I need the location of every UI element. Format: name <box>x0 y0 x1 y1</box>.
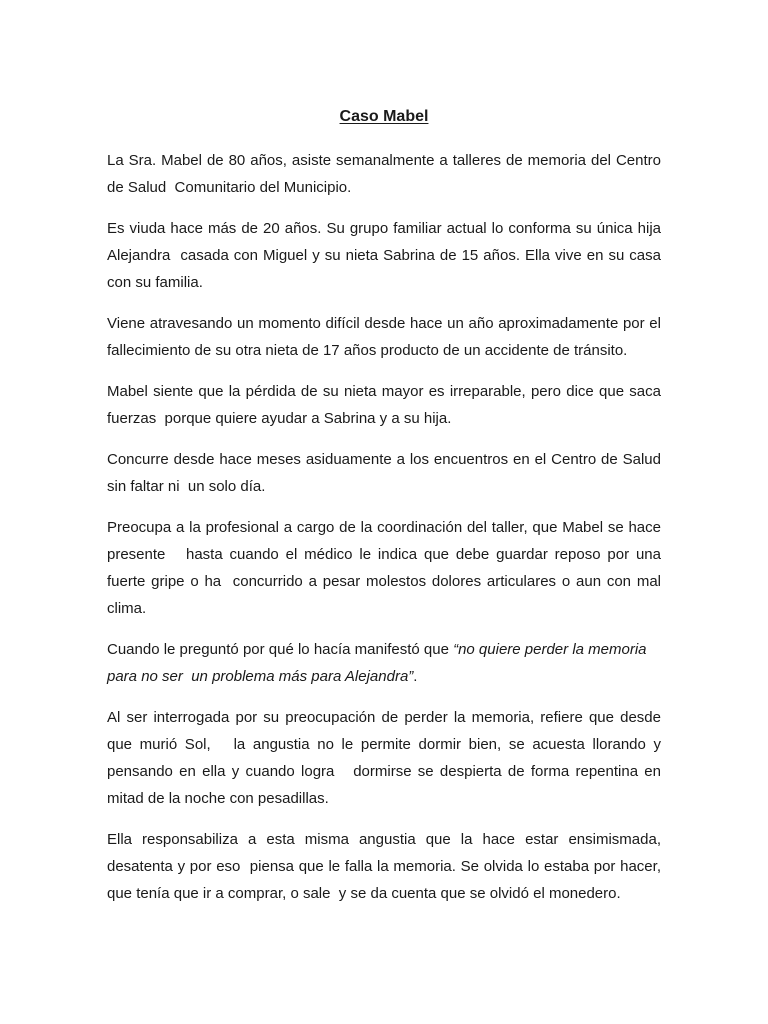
paragraph-8: Al ser interrogada por su preocupación de perder la memoria, refiere que desde que murió Sol, la angustia no le permite dormir bien, se acuesta llorando y pensando en ella y cuando logra dormirse se despierta de forma repentina en mitad de la noche con pesadillas. <box>107 709 666 807</box>
paragraph-9: Ella responsabiliza a esta misma angustia que la hace estar ensimismada, desatenta y por eso piensa que le falla la memoria. Se olvida lo estaba por hacer, que tenía que ir a comprar, o sale y se da cuenta que se olvidó el monedero. <box>107 831 666 902</box>
paragraph-4: Mabel siente que la pérdida de su nieta mayor es irreparable, pero dice que saca fuerzas porque quiere ayudar a Sabrina y a su hija. <box>107 383 666 427</box>
quote-lead-text: Cuando le preguntó por qué lo hacía manifestó que <box>107 641 454 658</box>
paragraph-1: La Sra. Mabel de 80 años, asiste semanalmente a talleres de memoria del Centro de Salud Comunitario del Municipio. <box>107 152 666 196</box>
document-title: Caso Mabel <box>339 108 429 125</box>
paragraph-5: Concurre desde hace meses asiduamente a los encuentros en el Centro de Salud sin faltar ni un solo día. <box>107 451 666 495</box>
quote-tail-text: . <box>413 668 418 685</box>
paragraph-7-quote <box>107 636 661 690</box>
document-body <box>107 147 666 921</box>
paragraph-3: Viene atravesando un momento difícil desde hace un año aproximadamente por el fallecimiento de su otra nieta de 17 años producto de un accidente de tránsito. <box>107 315 666 359</box>
paragraph-6: Preocupa a la profesional a cargo de la coordinación del taller, que Mabel se hace presente hasta cuando el médico le indica que debe guardar reposo por una fuerte gripe o ha concurrido a pesar molestos dolores articulares o aun con mal clima. <box>107 519 666 617</box>
paragraph-2: Es viuda hace más de 20 años. Su grupo familiar actual lo conforma su única hija Alejandra casada con Miguel y su nieta Sabrina de 15 años. Ella vive en su casa con su familia. <box>107 220 666 291</box>
quote-text: “no quiere perder la memoria para no ser un problema más para Alejandra” <box>107 641 651 685</box>
